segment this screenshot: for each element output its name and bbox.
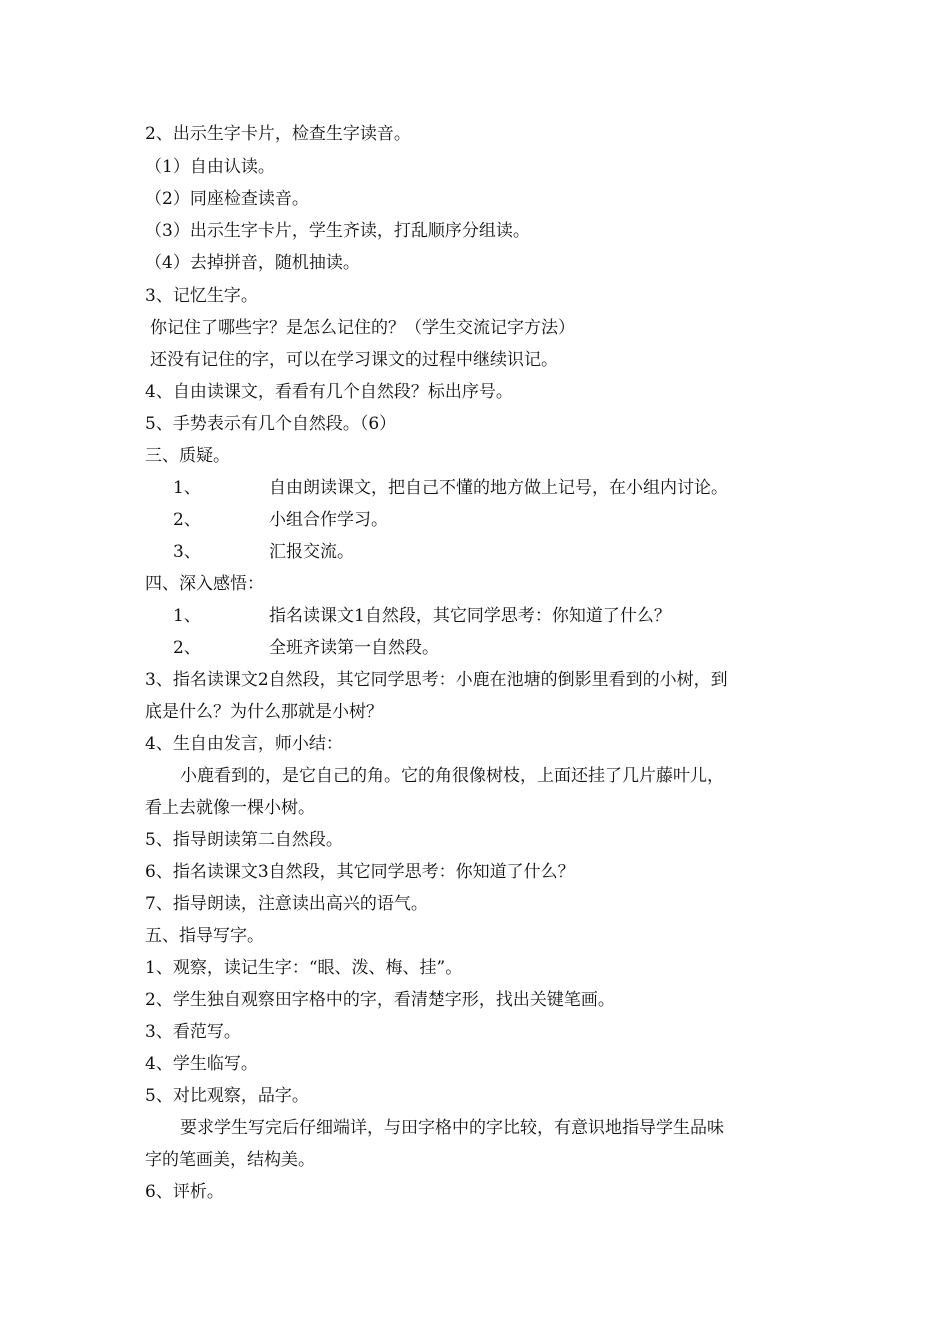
list-item-text: 指名读课文1自然段，其它同学思考：你知道了什么？: [269, 606, 671, 626]
paragraph-line: 还没有记住的字，可以在学习课文的过程中继续识记。: [150, 350, 558, 370]
list-item: [173, 636, 439, 660]
section-heading: 四、深入感悟：: [145, 574, 264, 594]
paragraph-line: 你记住了哪些字？是怎么记住的？（学生交流记字方法）: [150, 318, 575, 338]
paragraph-line: 7、指导朗读，注意读出高兴的语气。: [145, 894, 428, 914]
paragraph-line: （1）自由认读。: [145, 157, 275, 177]
paragraph-line: 2、出示生字卡片，检查生字读音。: [145, 124, 411, 144]
paragraph-line: 3、指名读课文2自然段，其它同学思考：小鹿在池塘的倒影里看到的小树，到: [145, 670, 728, 690]
list-item-number: 3、: [173, 542, 201, 562]
list-item-number: 2、: [173, 510, 201, 530]
paragraph-line: 5、指导朗读第二自然段。: [145, 830, 343, 850]
list-item-text: 自由朗读课文，把自己不懂的地方做上记号，在小组内讨论。: [269, 478, 728, 498]
list-item: [173, 604, 671, 628]
paragraph-line: 4、自由读课文，看看有几个自然段？标出序号。: [145, 382, 513, 402]
section-heading: 五、指导写字。: [145, 926, 264, 946]
list-item-text: 全班齐读第一自然段。: [269, 638, 439, 658]
list-item-text: 小组合作学习。: [269, 510, 388, 530]
list-item-text: 汇报交流。: [269, 542, 354, 562]
paragraph-line: 底是什么？为什么那就是小树？: [145, 702, 383, 722]
section-heading: 3、记忆生字。: [145, 286, 258, 306]
list-item: [173, 476, 728, 500]
paragraph-line: 字的笔画美，结构美。: [145, 1150, 315, 1170]
paragraph-line: （4）去掉拼音，随机抽读。: [145, 253, 360, 273]
paragraph-line: （2）同座检查读音。: [145, 189, 309, 209]
paragraph-line: 4、生自由发言，师小结：: [145, 734, 343, 754]
paragraph-line: 6、指名读课文3自然段，其它同学思考：你知道了什么？: [145, 862, 575, 882]
paragraph-line: 1、观察，读记生字：“眼、泼、梅、挂”。: [145, 958, 463, 978]
paragraph-line: 5、对比观察，品字。: [145, 1086, 309, 1106]
paragraph-line: 4、学生临写。: [145, 1054, 258, 1074]
paragraph-line: 要求学生写完后仔细端详，与田字格中的字比较，有意识地指导学生品味: [180, 1118, 724, 1138]
section-heading: 三、质疑。: [145, 446, 230, 466]
list-item-number: 2、: [173, 638, 201, 658]
paragraph-line: 5、手势表示有几个自然段。（6）: [145, 414, 397, 434]
list-item-number: 1、: [173, 478, 201, 498]
paragraph-line: 3、看范写。: [145, 1022, 241, 1042]
paragraph-line: （3）出示生字卡片，学生齐读，打乱顺序分组读。: [145, 221, 530, 241]
paragraph-line: 小鹿看到的，是它自己的角。它的角很像树枝，上面还挂了几片藤叶儿，: [180, 766, 724, 786]
list-item-number: 1、: [173, 606, 201, 626]
list-item: [173, 508, 388, 532]
paragraph-line: 看上去就像一棵小树。: [145, 798, 315, 818]
paragraph-line: 6、评析。: [145, 1182, 224, 1202]
list-item: [173, 540, 354, 564]
paragraph-line: 2、学生独自观察田字格中的字，看清楚字形，找出关键笔画。: [145, 990, 615, 1010]
